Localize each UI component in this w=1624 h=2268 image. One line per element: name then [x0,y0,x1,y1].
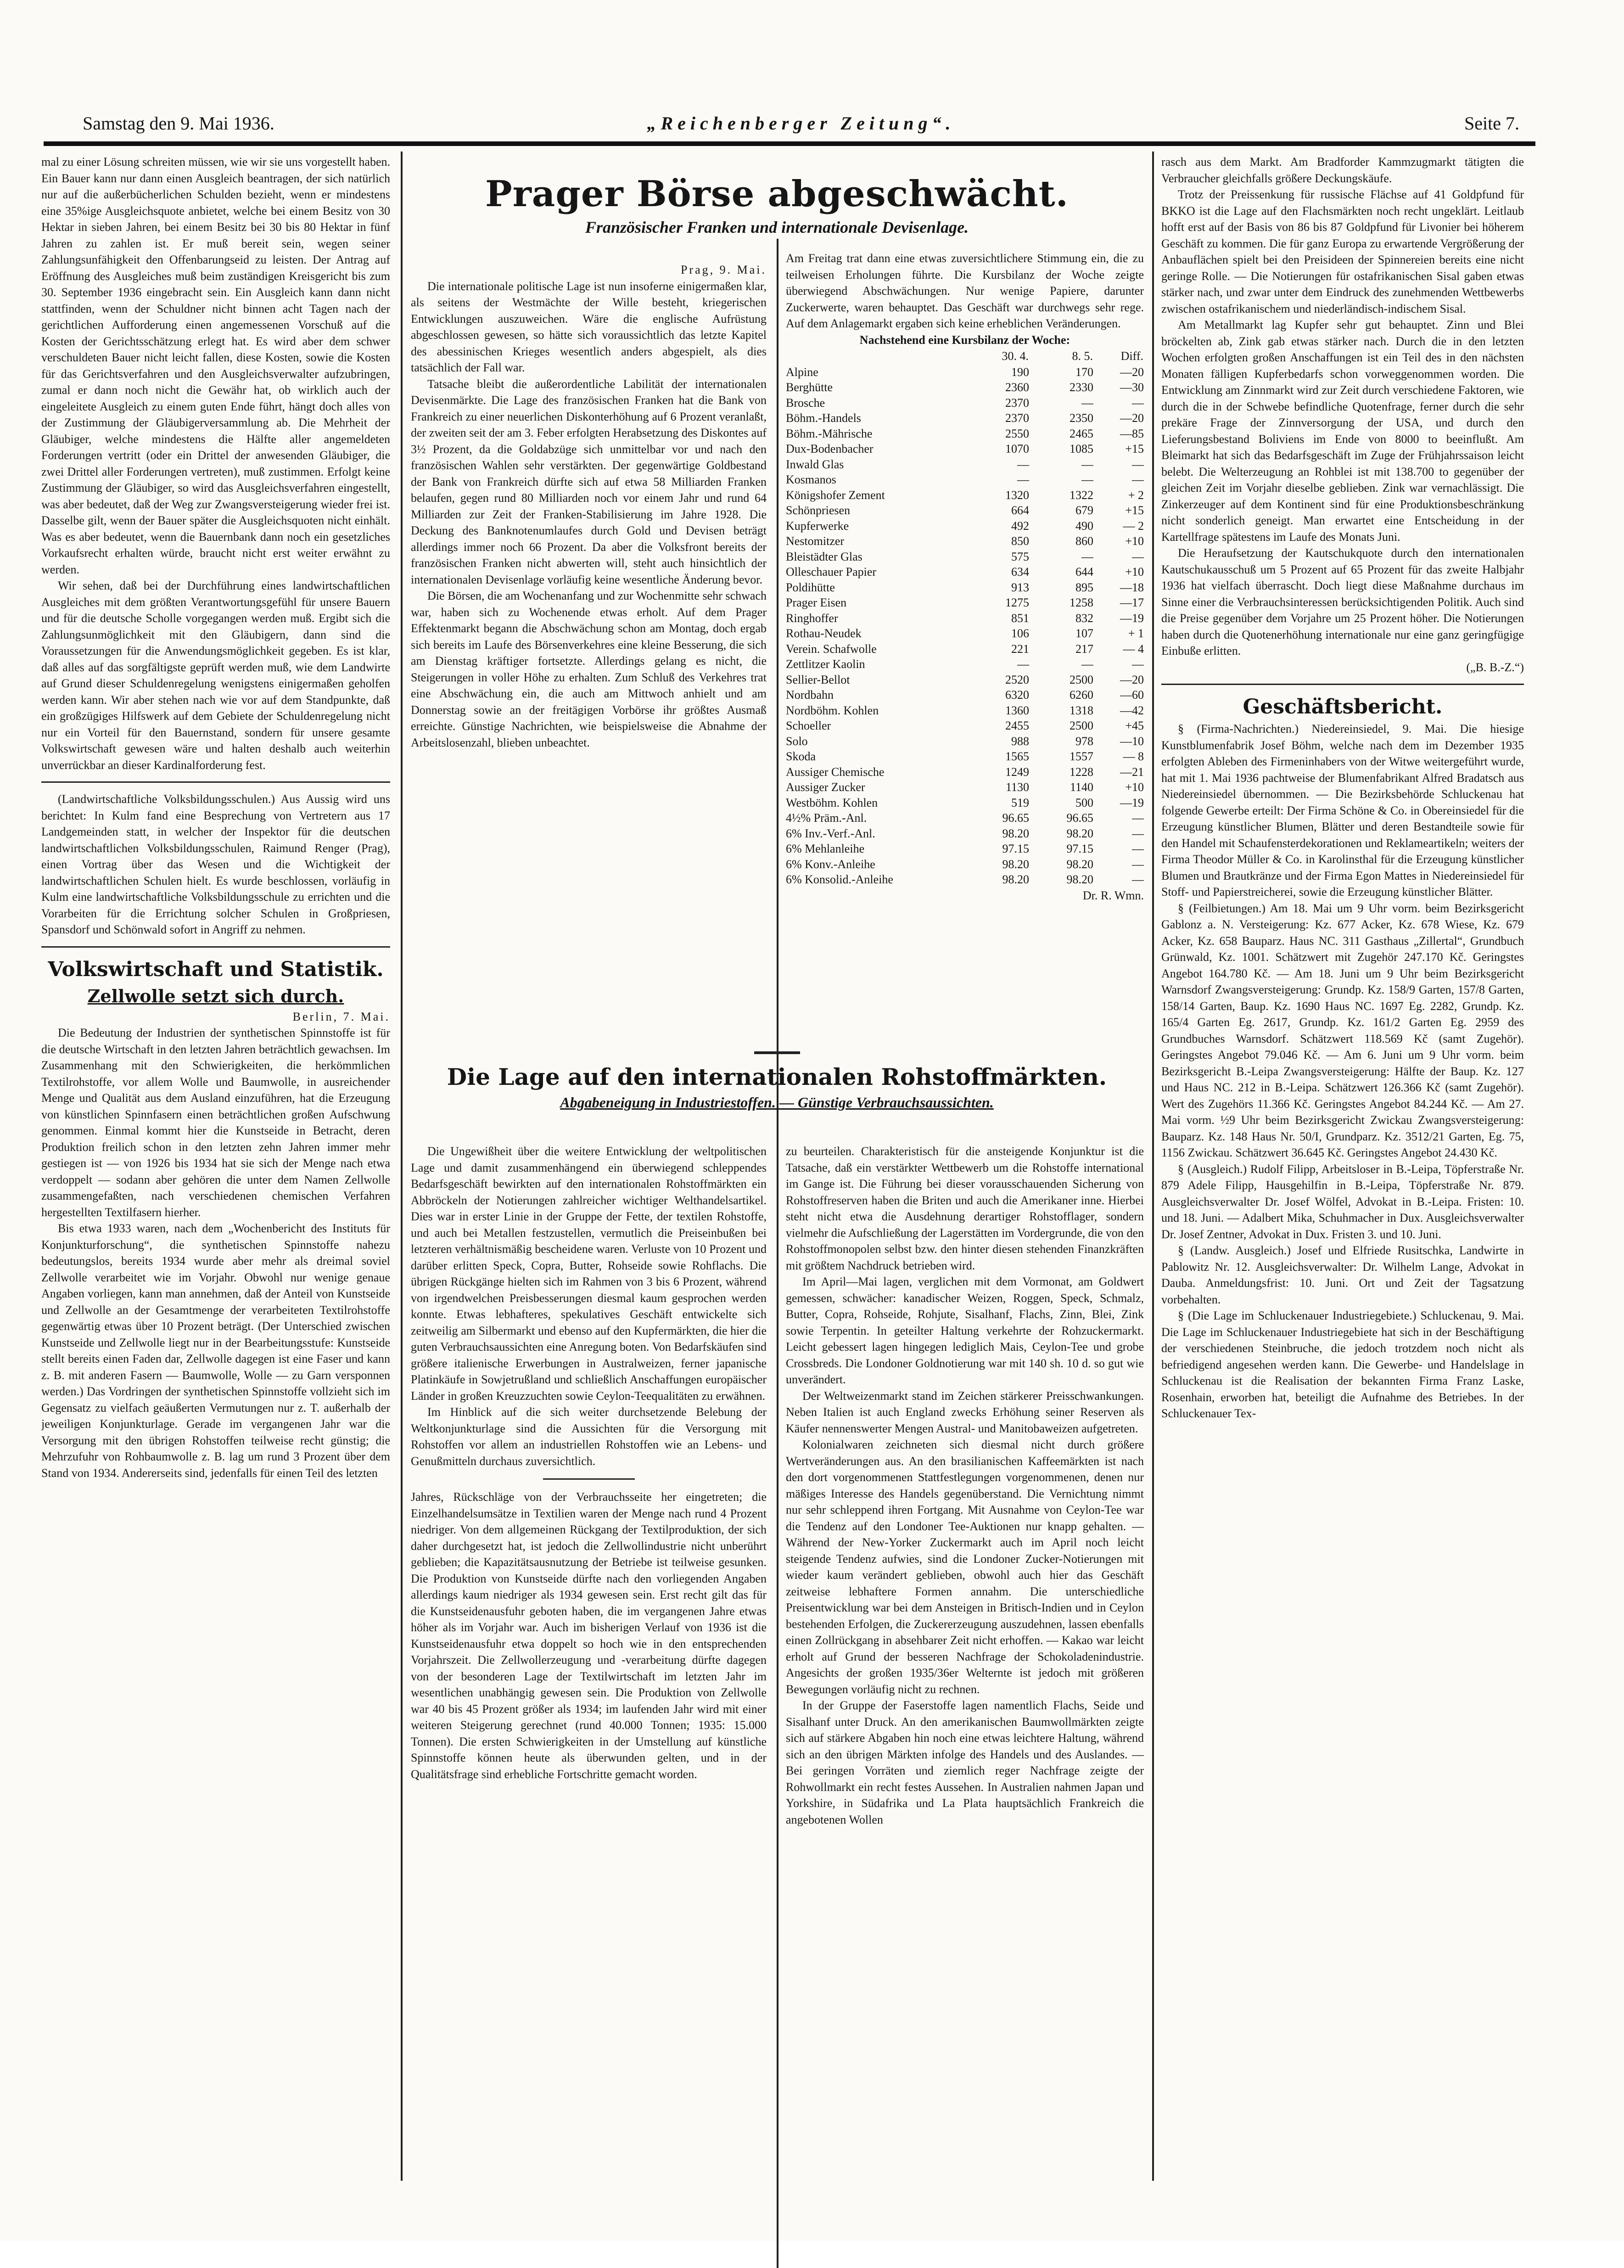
price-diff: — [1132,842,1144,855]
price-8-5: — [1081,657,1093,671]
article-text: Trotz der Preissenkung für russische Flächse auf 41 Goldpfund für BKKO ist die Lage auf den Flachsmärkten noch recht ungeklärt. Leitlaub hofft erst auf der Basis von 86 bis 87 Goldpfund für Livonier bei höherem Geschäft zu kommen. Die für ganz Europa zu erwartende Vergrößerung der Anbauflächen spielt bei den Preisideen der Spinnereien bereits eine nicht geringe Rolle. — Die Notierungen für ostafrikanischen Sisal gaben etwas stärker nach, und zwar unter dem Eindruck des zunehmenden Wettbewerbs zwischen ostafrikanischem und niederländisch-indischem Sisal. [1161,188,1524,315]
price-30-4: 98.20 [1002,826,1029,840]
price-30-4: — [1017,457,1029,471]
stock-name: 6% Konv.-Anleihe [786,857,875,871]
price-30-4: 98.20 [1002,857,1029,871]
price-diff: + 2 [1128,488,1144,502]
table-row [786,426,1144,442]
stock-table [786,348,1144,887]
stock-name: Berghütte [786,381,833,394]
article-text: Kolonialwaren zeichneten sich diesmal nicht durch größere Wertveränderungen aus. An den brasilianischen Kaffeemärkten ist nach den dort vorgenommenen Stattfestlegungen vorgenommenen, denen nur mäßiges Interesse des Handels gegenüberstand. Die Vernichtung nimmt nur sehr schleppend ihren Fortgang. Mit Ausnahme von Ceylon-Tee war die Tendenz auf den Londoner Tee-Auktionen nur knapp gehalten. — Während der New-Yorker Zuckermarkt auch im April noch leicht steigende Tendenz aufwies, sind die Londoner Zucker-Notierungen mit wieder kaum verändert geblieben, obwohl auch hier das Geschäft zeitweise lebhaftere Formen annahm. Die unterschiedliche Preisentwicklung war bei dem Ansteigen in Britisch-Indien und in Ceylon bestehenden Erfolgen, die Zuckererzeugung auszudehnen, lassen ebenfalls einen Zollrückgang in absehbarer Zeit nicht erhoffen. — Kakao war leicht erholt auf Grund der besseren Nachfrage der Schokoladenindustrie. Angesichts der großen 1935/36er Welternte ist jedoch mit größeren Bewegungen vorläufig nicht zu rechnen. [786,1438,1144,1696]
price-8-5: 96.65 [1066,811,1093,825]
price-8-5: 107 [1075,627,1093,640]
price-30-4: 98.20 [1002,873,1029,886]
table-row [786,626,1144,641]
price-8-5: 1228 [1070,765,1093,779]
table-row [786,595,1144,611]
price-30-4: 1275 [1005,596,1029,609]
price-8-5: 2330 [1070,381,1093,394]
price-diff: + 1 [1128,627,1144,640]
article-text: mal zu einer Lösung schreiten müssen, wie wir sie uns vorgestellt haben. Ein Bauer kann nur dann einen Ausgleich beantragen, der sich natürlich nur auf die außerbücherlichen Schulden bezieht, wenn er mindestens eine 35%ige Ausgleichsquote anbietet, welche bei einem Besitz von 30 Hektar in sieben Jahren, bei einem Besitz bei 30 bis 80 Hektar in fünf Jahren zu zahlen ist. Er muß bereit sein, wegen seiner Zahlungsunfähigkeit den Offenbarungseid zu leisten. Der Antrag auf Eröffnung des Ausgleiches muß beim zuständigen Kreisgericht bis zum 30. September 1936 eingebracht sein. Ein Ausgleich kann dann nicht stattfinden, wenn der Schuldner nicht binnen acht Tagen nach der gerichtlichen Aufforderung einen angemessenen Vorschuß auf die Kosten der Gerichtsschätzung erlegt hat. Es wird aber dem schwer verschuldeten Bauer nicht leicht fallen, diese Kosten, sowie die Kosten für das Gerichtsverfahren und den Ausgleichsverwalter aufzubringen, zumal er dann noch nicht die Gewähr hat, ob wirklich auch der eingeleitete Ausgleich zu einem guten Ende führt, hängt doch alles von der Zustimmung der Gläubigerversammlung ab. Die Mehrheit der Gläubiger, welche mindestens die Hälfte aller angemeldeten Forderungen vertritt (oder ein Drittel der anwesenden Gläubiger, die zwei Drittel aller Forderungen vertreten), muß zustimmen. Erfolgt keine Zustimmung der Gläubiger, so wird das Ausgleichsverfahren eingestellt, was aber bedeutet, daß der Weg zur Zwangsversteigerung wieder frei ist. Dasselbe gilt, wenn der Bauer später die Ausgleichsquoten nicht einhält. Was es aber bedeutet, wenn die Bauernbank dann noch ein gesetzliches Vorkaufsrecht erhalten würde, braucht nicht erst weiter erwähnt zu werden. [41,155,390,576]
stock-name: Böhm.-Handels [786,411,861,425]
price-diff: — [1132,396,1144,410]
news-item: § (Landw. Ausgleich.) Josef und Elfriede Rusitschka, Landwirte in Pablowitz Nr. 12. Ausgleichsverwalter: Dr. Wilhelm Lange, Advokat in Dauba. Anmeldungsfrist: 10. Juni. Ort und Zeit der Tagsatzung vorbehalten. [1161,1244,1524,1306]
stock-name: Schoeller [786,719,831,732]
table-row [786,380,1144,395]
table-row [786,672,1144,688]
table-row [786,503,1144,518]
price-diff: — 4 [1123,642,1144,656]
price-30-4: 519 [1011,796,1029,809]
table-row [786,549,1144,565]
price-8-5: 679 [1075,504,1093,517]
table-row [786,441,1144,457]
price-diff: +45 [1125,719,1144,732]
price-8-5: 2465 [1070,427,1093,440]
stock-name: Verein. Schafwolle [786,642,877,656]
price-diff: — [1132,826,1144,840]
stock-name: 6% Mehlanleihe [786,842,865,855]
section-heading: Volkswirtschaft und Statistik. [48,957,384,981]
price-8-5: 1085 [1070,442,1093,455]
price-diff: +15 [1125,442,1144,455]
price-8-5: 500 [1075,796,1093,809]
stock-name: Nordbahn [786,688,834,702]
stock-name: Olleschauer Papier [786,565,877,578]
signature: („B. B.-Z.“) [1466,660,1524,674]
price-diff: —30 [1120,381,1144,394]
stock-name: Aussiger Chemische [786,765,885,779]
table-intro: Nachstehend eine Kursbilanz der Woche: [859,333,1070,347]
article-headline: Die Lage auf den internationalen Rohstoffmärkten. [447,1063,1107,1090]
table-row [786,764,1144,780]
column-rule [401,152,403,2181]
table-row [786,687,1144,703]
price-30-4: 664 [1011,504,1029,517]
price-30-4: 96.65 [1002,811,1029,825]
price-30-4: 1130 [1005,780,1029,794]
article-text: Die Heraufsetzung der Kautschukquote durch den internationalen Kautschukausschuß um 5 Prozent auf 65 Prozent für das zweite Halbjahr 1936 hat vielfach überrascht. Doch liegt diese Maßnahme durchaus im Sinne einer die Verbrauchsinteressen berücksichtigenden Politik. Auch sind die Preise gegenüber dem Vorjahre um 25 Prozent höher. Die Notierungen haben durch die Quotenerhöhung internationale nur eine ganz geringfügige Einbuße erlitten. [1161,546,1524,657]
price-8-5: 1258 [1070,596,1093,609]
price-30-4: — [1017,473,1029,486]
price-8-5: 98.20 [1066,826,1093,840]
price-30-4: 1360 [1005,703,1029,717]
price-30-4: 634 [1011,565,1029,578]
divider [41,946,390,948]
article-headline: Zellwolle setzt sich durch. [87,985,344,1006]
price-8-5: 97.15 [1066,842,1093,855]
price-8-5: 860 [1075,534,1093,548]
stock-name: Schönpriesen [786,504,851,517]
page-header [83,112,1519,135]
price-30-4: 2370 [1005,396,1029,410]
table-row [786,749,1144,764]
table-row [786,718,1144,734]
price-diff: — 2 [1123,519,1144,533]
table-row [786,533,1144,549]
table-row [786,472,1144,488]
article-text: Der Weltweizenmarkt stand im Zeichen stärkerer Preisschwankungen. Neben Italien ist auch England zwecks Erhöhung seiner Reserven als Käufer nennenswerter Mengen Austral- und Manitobaweizen aufgetreten. [786,1389,1144,1435]
price-diff: +10 [1125,565,1144,578]
table-row [786,457,1144,472]
table-row [786,395,1144,411]
price-diff: — [1132,550,1144,563]
price-8-5: 1557 [1070,750,1093,763]
table-header: Diff. [1120,349,1143,363]
column-4 [1161,154,1524,2206]
table-row [786,488,1144,503]
rohstoff-column-a [411,1143,767,2213]
stock-name: Kosmanos [786,473,836,486]
price-8-5: 2350 [1070,411,1093,425]
rohstoff-column-b [786,1143,1144,2213]
stock-name: Ringhoffer [786,611,838,625]
news-item: § (Firma-Nachrichten.) Niedereinsiedel, 9. Mai. Die hiesige Kunstblumenfabrik Josef Böhm, welche nach dem im Dezember 1935 erfolgten Ableben des Firmeninhabers von der Witwe weitergeführt wurde, hat mit 1. Mai 1936 pachtweise der Blumenfabrikant Alfred Bradatsch aus Niedereinsiedel übernommen. — Die Bezirksbehörde Schluckenau hat folgende Gewerbe erteilt: Der Firma Schöne & Co. in Obereinsiedel für die Erzeugung künstlicher Blumen, Blätter und deren Bestandteile sowie für den Handel mit Schaufensterdekorationen und Reklameartikeln; weiters der Firma Theodor Müller & Co. in Karolinsthal für die Erzeugung künstlicher Blumen und Brautkränze und der Firma Egon Mattes in Niedereinsiedel für Stoff- und Papierstreicherei, sowie die Erzeugung künstlicher Blätter. [1161,722,1524,898]
divider [754,1051,800,1054]
price-30-4: 6320 [1005,688,1029,702]
price-diff: —17 [1120,596,1144,609]
price-diff: —18 [1120,580,1144,594]
price-8-5: 98.20 [1066,873,1093,886]
price-30-4: 988 [1011,734,1029,748]
price-30-4: 575 [1011,550,1029,563]
price-diff: —20 [1120,411,1144,425]
table-row [786,410,1144,426]
price-diff: +10 [1125,780,1144,794]
article-text: Im April—Mai lagen, verglichen mit dem Vormonat, am Goldwert gemessen, schwächer: kanadischer Weizen, Roggen, Speck, Schmalz, Butter, Copra, Rohseide, Rohjute, Sisalhanf, Flachs, Zinn, Blei, Zink sowie Terpentin. In geteilter Haltung verkehrte der Rohzuckermarkt. Leicht gebessert lagen hingegen lediglich Mais, Ceylon-Tee und grobe Crossbreds. Die Londoner Goldnotierung war mit 140 sh. 10 d. so gut wie unverändert. [786,1275,1144,1386]
news-item: § (Die Lage im Schluckenauer Industriegebiete.) Schluckenau, 9. Mai. Die Lage im Schluckenauer Industriegebiete hat sich in der Beschäftigung der verschiedenen Steinbruche, die jedoch trotzdem noch nicht als befriedigend angesehen werden kann. Die Gewerbe- und Handelslage in Schluckenau ist die Realisation der bekannten Firma Franz Laske, Rosenhain, erworben hat, beteiligt die Aufnahme des Betriebes. In der Schluckenauer Tex- [1161,1309,1524,1420]
table-row [786,780,1144,795]
stock-name: Kupferwerke [786,519,849,533]
price-diff: —42 [1120,703,1144,717]
price-30-4: 850 [1011,534,1029,548]
stock-name: Rothau-Neudek [786,627,862,640]
header-rule [44,141,1535,146]
stock-name: Alpine [786,365,818,379]
price-diff: —20 [1120,673,1144,686]
table-row [786,810,1144,826]
price-diff: —19 [1120,611,1144,625]
price-diff: — [1132,873,1144,886]
stock-name: Nordböhm. Kohlen [786,703,879,717]
price-30-4: 97.15 [1002,842,1029,855]
price-diff: —60 [1120,688,1144,702]
article-text: Wir sehen, daß bei der Durchführung eines landwirtschaftlichen Ausgleiches mit dem größten Verantwortungsgefühl für unsere Bauern und für die deutsche Scholle vorgegangen werden muß. Ergibt sich die Zahlungsunmöglichkeit mit den Gläubigern, dann sind die Voraussetzungen für die Anwendungsmöglichkeit gegeben. Es ist klar, daß alles auf das sorgfältigste geprüft werden muß, wie dem Landwirte auf Grund dieser Schuldenregelung wenigstens einigermaßen geholfen werden kann. Wir aber stehen nach wie vor auf dem Standpunkte, daß ein großzügiges Hilfswerk auf dem Gebiete der Schuldenregelung nicht nur ein Vorteil für den Bauernstand, sondern für unsere gesamte Volkswirtschaft gewesen wäre und halten deshalb auch weiterhin unverrückbar an dieser Kardinalforderung fest. [41,579,390,772]
article-text: Die Ungewißheit über die weitere Entwicklung der weltpolitischen Lage und damit zusammenhängend ein überwiegend schleppendes Bedarfsgeschäft bewirkten auf den internationalen Rohstoffmärkten ein Abbröckeln der Notierungen zahlreicher wichtiger Welthandelsartikel. Dies war in erster Linie in der Gruppe der Fette, der textilen Rohstoffe, und auch bei Metallen festzustellen, vermutlich die Preiseinbußen bei letzteren verhältnismäßig bescheidene waren. Verluste von 10 Prozent und darüber erlitten Speck, Copra, Butter, Rohseide sowie Rohflachs. Die übrigen Rückgänge hielten sich im Rahmen von 3 bis 6 Prozent, während von irgendwelchen Preisbesserungen diesmal kaum gesprochen werden konnte. Etwas lebhafteres, spekulatives Geschäft entwickelte sich zeitweilig am Silbermarkt und ebenso auf den Kupfermärkten, die hier die guten Verbrauchsaussichten eine Anregung boten. Von Bedarfskäufen sind größere italienische Erwerbungen in Australweizen, ferner japanische Platinkäufe in Sowjetrußland und schließlich Anschaffungen europäischer Länder in großen Kreuzzuchten sowie Ceylon-Teequalitäten zu erwähnen. [411,1145,767,1403]
table-row [786,518,1144,534]
price-30-4: 221 [1011,642,1029,656]
price-8-5: 170 [1075,365,1093,379]
price-30-4: 2550 [1005,427,1029,440]
table-row [786,795,1144,811]
stock-name: 6% Inv.-Verf.-Anl. [786,826,875,840]
price-30-4: 2520 [1005,673,1029,686]
table-row [786,841,1144,857]
price-8-5: 644 [1075,565,1093,578]
price-8-5: — [1081,396,1093,410]
column-1 [41,154,390,2206]
table-row [786,872,1144,887]
price-30-4: 1070 [1005,442,1029,455]
price-30-4: 2455 [1005,719,1029,732]
price-diff: +10 [1125,534,1144,548]
header-page-number: Seite 7. [1464,113,1519,134]
stock-name: Brosche [786,396,825,410]
article-subheadline: Abgabeneigung in Industriestoffen. — Günstige Verbrauchsaussichten. [560,1094,994,1111]
table-header: 8. 5. [1072,349,1093,363]
price-8-5: 2500 [1070,673,1093,686]
stock-name: Königshofer Zement [786,488,885,502]
table-row [786,826,1144,842]
price-30-4: 2360 [1005,381,1029,394]
stock-name: Dux-Bodenbacher [786,442,874,455]
section-heading: Geschäftsbericht. [1243,695,1443,719]
price-diff: —21 [1120,765,1144,779]
article-text: Am Metallmarkt lag Kupfer sehr gut behauptet. Zinn und Blei bröckelten ab, Zink gab etwas stärker nach. Durch die in den letzten Wochen erfolgten großen Anschaffungen ist ein Teil des in den nächsten Monaten fälligen Kupferbedarfs schon vorweggenommen worden. Die Entwicklung am Zinnmarkt wird zur Zeit durch verschiedene Faktoren, wie durch die in der Schwebe befindliche Quotenfrage, ferner durch die sehr prekäre Frage der Zinnversorgung der USA, und durch den Lieferungsbestand Boliviens im Ende von 8000 to beeinflußt. Am Bleimarkt hat sich das Bedarfsgeschäft im Zuge der Frühjahrssaison leicht belebt. Die Welterzeugung an Rohblei ist mit 138.700 to gegenüber der gleichen Zeit im Vorjahr dieselbe geblieben. Zink war vernachlässigt. Die Zinkerzeuger auf dem Kontinent sind für eine Produktionsbeschränkung nicht sonderlich geneigt. Man erwartet eine Entscheidung in der Kartellfrage spätestens im Laufe des Monats Juni. [1161,318,1524,544]
header-paper-name: „Reichenberger Zeitung“. [647,113,955,134]
dateline: Berlin, 7. Mai. [292,1010,390,1023]
price-8-5: 1140 [1070,780,1093,794]
column-3 [786,250,1144,1003]
stock-name: Bleistädter Glas [786,550,862,563]
price-8-5: 978 [1075,734,1093,748]
price-diff: — [1132,657,1144,671]
price-30-4: 2370 [1005,411,1029,425]
news-item: § (Ausgleich.) Rudolf Filipp, Arbeitsloser in B.-Leipa, Töpferstraße Nr. 879 Adele Filipp, Hausgehilfin in B.-Leipa, Töpferstraße Nr. 879. Ausgleichsverwalter Dr. Josef Wölfel, Advokat in B.-Leipa. Fristen: 10. und 18. Juni. — Adalbert Mika, Schuhmacher in Dux. Ausgleichsverwalter Dr. Josef Zentner, Advokat in Dux. Fristen 3. und 10. Juni. [1161,1162,1524,1241]
table-row [786,564,1144,580]
stock-name: 6% Konsolid.-Anleihe [786,873,893,886]
stock-name: Inwald Glas [786,457,844,471]
price-30-4: 851 [1011,611,1029,625]
price-8-5: 895 [1075,580,1093,594]
table-row [786,641,1144,657]
article-text: zu beurteilen. Charakteristisch für die ansteigende Konjunktur ist die Tatsache, daß ein verstärkter Wettbewerb um die Rohstoffe international im Gange ist. Die Führung bei dieser vorausschauenden Sicherung von Rohstoffreserven haben die Briten und auch die Amerikaner inne. Hierbei steht nicht etwa die Ausdehnung derartiger Rohstofflager, sondern vielmehr die Aufschließung der Lagerstätten im Vordergrunde, die von den Rohstoffmonopolen selbst bzw. den hinter diesen stehenden Finanzkräften mit größtem Nachdruck betrieben wird. [786,1145,1144,1272]
price-30-4: 106 [1011,627,1029,640]
price-diff: — [1132,857,1144,871]
price-8-5: 1318 [1070,703,1093,717]
price-8-5: 6260 [1070,688,1093,702]
divider [543,1478,635,1480]
table-row [786,657,1144,672]
stock-name: Prager Eisen [786,596,847,609]
price-8-5: — [1081,457,1093,471]
price-diff: — [1132,457,1144,471]
price-30-4: 190 [1011,365,1029,379]
header-date: Samstag den 9. Mai 1936. [83,113,274,134]
stock-name: Aussiger Zucker [786,780,865,794]
price-8-5: 98.20 [1066,857,1093,871]
table-row [786,734,1144,749]
stock-name: Skoda [786,750,816,763]
price-diff: +15 [1125,504,1144,517]
table-row [786,580,1144,595]
news-item: § (Feilbietungen.) Am 18. Mai um 9 Uhr vorm. beim Bezirksgericht Gablonz a. N. Versteigerung: Kz. 677 Acker, Kz. 678 Wiese, Kz. 679 Acker, Kz. 658 Bauparz. Haus NC. 311 Gasthaus „Zillertal“, Grundbuch Grünwald, Kz. 1001. Schätzwert mit Zugehör 247.170 Kč. Geringstes Angebot 164.780 Kč. — Am 18. Juni um 9 Uhr beim Bezirksgericht Warnsdorf Zwangsversteigerung: Grundp. Kz. 158/9 Garten, 157/8 Garten, 158/14 Garten, Baup. Kz. 1690 Haus NC. 1697 Eg. 2282, Grundp. Kz. 165/4 Garten Eg. 2617, Grundp. Kz. 161/2 Garten Eg. 2959 des Grundbuches Warnsdorf. Schätzwert 118.569 Kč (samt Zugehör). Geringstes Angebot 79.046 Kč. — Am 6. Juni um 9 Uhr vorm. beim Bezirksgericht B.-Leipa Zwangsversteigerung: Hälfte der Baup. Kz. 127 und Haus NC. 212 in B.-Leipa. Schätzwert 126.366 Kč (samt Zugehör). Wert des Zugehörs 11.366 Kč. Geringstes Angebot 84.244 Kč. — Am 27. Mai vorm. ½9 Uhr beim Bezirksgericht Zwickau Zwangsversteigerung: Bauparz. Kz. 148 Haus Nr. 50/I, Grundparz. Kz. 3512/21 Garten, Eg. 75, 1156 Zwickau. Schätzwert 36.645 Kč. Geringstes Angebot 24.430 Kč. [1161,901,1524,1159]
divider [1161,684,1524,685]
price-diff: —10 [1120,734,1144,748]
price-diff: — [1132,473,1144,486]
price-diff: —19 [1120,796,1144,809]
price-diff: —85 [1120,427,1144,440]
stock-name: Solo [786,734,808,748]
article-text: Jahres, Rückschläge von der Verbrauchsseite her eingetreten; die Einzelhandelsumsätze in Textilien waren der Menge nach rund 4 Prozent niedriger. Von dem allgemeinen Rückgang der Textilproduktion, der sich daher durchgesetzt hat, ist jedoch die Zellwollindustrie nicht unberührt geblieben; die Kapazitätsausnutzung der Betriebe ist teilweise gesunken. Die Produktion von Kunstseide dürfte nach den vorliegenden Angaben allerdings kaum niedriger als 1934 gewesen sein. Erst recht gilt das für die Kunstseidenausfuhr geboten haben, die im vergangenen Jahre etwas höher als im Vorjahr war. Auch im bisherigen Verlauf von 1936 ist die Kunstseidenausfuhr etwa doppelt so hoch wie in den entsprechenden Vorjahrszeit. Die Zellwollerzeugung und -verarbeitung dürfte dagegen von der besonderen Lage der Textilwirtschaft im letzten Jahr im wesentlichen unabhängig gewesen sein. Die Produktion von Zellwolle war 40 bis 45 Prozent größer als 1934; im laufenden Jahr wird mit einer weiteren Steigerung gerechnet (rund 40.000 Tonnen; 1935: 15.000 Tonnen). Die ersten Schwierigkeiten in der Umstellung auf künstliche Spinnstoffe können heute als überwunden gelten, und in der Qualitätsfrage sind erhebliche Fortschritte gemacht worden. [411,1490,767,1781]
article-text: Bis etwa 1933 waren, nach dem „Wochenbericht des Instituts für Konjunkturforschung“, die synthetischen Spinnstoffe nahezu bedeutungslos, bereits 1934 wurde aber mehr als dreimal soviel Zellwolle verarbeitet wie im Vorjahr. Obwohl nur wenige genaue Angaben vorliegen, kann man annehmen, daß der Anteil von Kunstseide und Zellwolle an der Gesamtmenge der verarbeiteten Textilrohstoffe gegenwärtig etwas über 10 Prozent beträgt. (Der Unterschied zwischen Kunstseide und Zellwolle liegt nur in der Bearbeitungsstufe: Kunstseide stellt bereits einen Faden dar, Zellwolle dagegen ist eine Faser und kann z. B. mit anderen Fasern — Baumwolle, Wolle — zu Garn versponnen werden.) Das Vordringen der synthetischen Spinnstoffe vollzieht sich im Gegensatz zu vielfach geäußerten Vermutungen nur z. T. außerhalb der jeweiligen Konjunkturlage. Gerade im vergangenen Jahr war die Versorgung mit den übrigen Rohstoffen teilweise recht günstig; die Mehrzufuhr von Rohbaumwolle z. B. lag um rund 3 Prozent über dem Stand von 1934. Andererseits sind, jedenfalls für einen Teil des letzten [41,1222,390,1480]
article-text: Tatsache bleibt die außerordentliche Labilität der internationalen Devisenmärkte. Die Lage des französischen Franken hat die Bank von Frankreich zu einer neuerlichen Diskonterhöhung auf 6 Prozent veranlaßt, der zweiten seit der am 3. Feber erfolgten Herabsetzung des Diskontes auf 3½ Prozent, da die Goldabzüge sich unmittelbar vor und nach den französischen Wahlen sehr verstärkten. Der gegenwärtige Goldbestand der Bank von Frankreich dürfte sich auf etwa 58 Milliarden Franken belaufen, gegen rund 80 Milliarden noch vor einem Jahr und rund 64 Milliarden zur Zeit der Franken-Stabilisierung im Jahre 1928. Die Deckung des Banknotenumlaufes durch Gold und Devisen beträgt allerdings immer noch 66 Prozent. Da aber die Volksfront bereits der französischen Franken nicht abwerten will, steht auch hinsichtlich der internationalen Devisenlage vorläufig keine wesentliche Änderung bevor. [411,377,767,586]
price-30-4: 492 [1011,519,1029,533]
stock-name: Poldihütte [786,580,835,594]
boerse-title-block [411,172,1143,259]
signature: Dr. R. Wmn. [1082,888,1144,902]
column-rule [777,239,778,2268]
stock-name: Böhm.-Mährische [786,427,873,440]
price-8-5: 217 [1075,642,1093,656]
stock-name: Nestomitzer [786,534,845,548]
price-30-4: 913 [1011,580,1029,594]
dateline: Prag, 9. Mai. [680,263,767,276]
stock-name: Westböhm. Kohlen [786,796,878,809]
main-headline: Prager Börse abgeschwächt. [485,173,1069,215]
stock-name: 4½% Präm.-Anl. [786,811,867,825]
price-8-5: 1322 [1070,488,1093,502]
article-text: Im Hinblick auf die sich weiter durchsetzende Belebung der Weltkonjunkturlage sind die Aussichten für die Versorgung mit Rohstoffen vor allem an industriellen Rohstoffen wie an Lebens- und Genußmitteln durchaus zuversichtlich. [411,1405,767,1468]
table-row [786,365,1144,380]
price-8-5: — [1081,550,1093,563]
article-text: In der Gruppe der Faserstoffe lagen namentlich Flachs, Seide und Sisalhanf unter Druck. An den amerikanischen Baumwollmärkten zeigte sich auf stärkere Abgaben hin noch eine etwas leichtere Haltung, während sich an den übrigen Märkten infolge des Handels und des Auslandes. — Bei geringen Vorräten und ziemlich reger Nachfrage zeigte der Rohwollmarkt ein recht festes Aussehen. In Australien nahmen Japan und Yorkshire, in Südafrika und La Plata hauptsächlich Frankreich die angebotenen Wollen [786,1699,1144,1826]
column-rule [1152,152,1154,2181]
table-header: 30. 4. [1002,349,1029,363]
price-diff: —20 [1120,365,1144,379]
price-8-5: 832 [1075,611,1093,625]
article-text: Die internationale politische Lage ist nun insoferne einigermaßen klar, als seitens der Westmächte der Wille besteht, kriegerischen Entwicklungen auszuweichen. Wäre die englische Aufrüstung abgeschlossen gewesen, so hätte sich voraussichtlich das letzte Kapitel des abessinischen Krieges wesentlich anders abgespielt, als dies tatsächlich der Fall war. [411,279,767,374]
divider [41,781,390,783]
article-text: Die Börsen, die am Wochenanfang und zur Wochenmitte sehr schwach war, haben sich zu Wochenende etwas erholt. Auf dem Prager Effektenmarkt begann die Abschwächung schon am Montag, doch ergab sich bereits im Laufe des Börsenverkehres eine kleine Besserung, die sich am Dienstag kräftiger fortsetzte. Allerdings gelang es nicht, die Steigerungen in voller Höhe zu erhalten. Zum Schluß des Verkehres trat eine Abschwächung ein, die auch am Mittwoch anhielt und am Donnerstag sowie an der freitägigen Vorbörse ihr größtes Ausmaß erreichte. Günstige Nachrichten, wie beispielsweise die Abnahme der Arbeitslosenzahl, blieben unbeachtet. [411,589,767,749]
price-30-4: — [1017,657,1029,671]
price-8-5: 2500 [1070,719,1093,732]
price-30-4: 1565 [1005,750,1029,763]
rohstoff-title-block [411,1042,1143,1111]
article-text: rasch aus dem Markt. Am Bradforder Kammzugmarkt tätigten die Verbraucher gleichfalls größere Deckungskäufe. [1161,155,1524,185]
stock-name: Zettlitzer Kaolin [786,657,865,671]
table-row [786,857,1144,872]
news-item: (Landwirtschaftliche Volksbildungsschulen.) Aus Aussig wird uns berichtet: In Kulm fand eine Besprechung von Vertretern aus 17 Landgemeinden statt, in welcher der Inspektor für die deutschen landwirtschaftlichen Volksbildungsschulen, Raimund Renger (Prag), einen Vortrag über das Wesen und die Wichtigkeit der landwirtschaftlichen Schulen hielt. Es wurde beschlossen, vorläufig in Kulm eine landwirtschaftliche Volksbildungsschule zu errichten und die Vorarbeiten für die Errichtung solcher Schulen in Großpriesen, Spansdorf und Schönwald sofort in Angriff zu nehmen. [41,792,390,936]
price-30-4: 1249 [1005,765,1029,779]
price-diff: — 8 [1123,750,1144,763]
table-row [786,703,1144,719]
stock-name: Sellier-Bellot [786,673,850,686]
table-row [786,611,1144,626]
price-8-5: 490 [1075,519,1093,533]
price-diff: — [1132,811,1144,825]
price-30-4: 1320 [1005,488,1029,502]
main-subheadline: Französischer Franken und internationale Devisenlage. [585,218,969,236]
article-text: Am Freitag trat dann eine etwas zuversichtlichere Stimmung ein, die zu teilweisen Erholungen führte. Die Kursbilanz der Woche zeigte überwiegend Abschwächungen. Nur wenige Papiere, darunter Zuckerwerte, waren behauptet. Das Geschäft war durchwegs sehr rege. Auf dem Anlagemarkt ergaben sich keine erheblichen Veränderungen. [786,252,1144,330]
price-8-5: — [1081,473,1093,486]
article-text: Die Bedeutung der Industrien der synthetischen Spinnstoffe ist für die deutsche Wirtschaft in den letzten Jahren beträchtlich gewachsen. Im Zusammenhang mit den Schwierigkeiten, die herkömmlichen Textilrohstoffe, vor allem Wolle und Baumwolle, in ausreichender Menge und Qualität aus dem Ausland einzuführen, hat die Erzeugung von künstlichen Spinnfasern einen beträchtlichen großen Aufschwung genommen. Einmal kommt hier die Kunstseide in Betracht, deren Produktion freilich schon in den letzten zehn Jahren immer mehr gestiegen ist — von 1926 bis 1934 hat sie sich der Menge nach etwa verdoppelt — sodann aber gehören die unter dem Namen Zellwolle zusammengefaßten, nach verschiedenen chemischen Verfahren hergestellten Textilfasern hierher. [41,1026,390,1219]
